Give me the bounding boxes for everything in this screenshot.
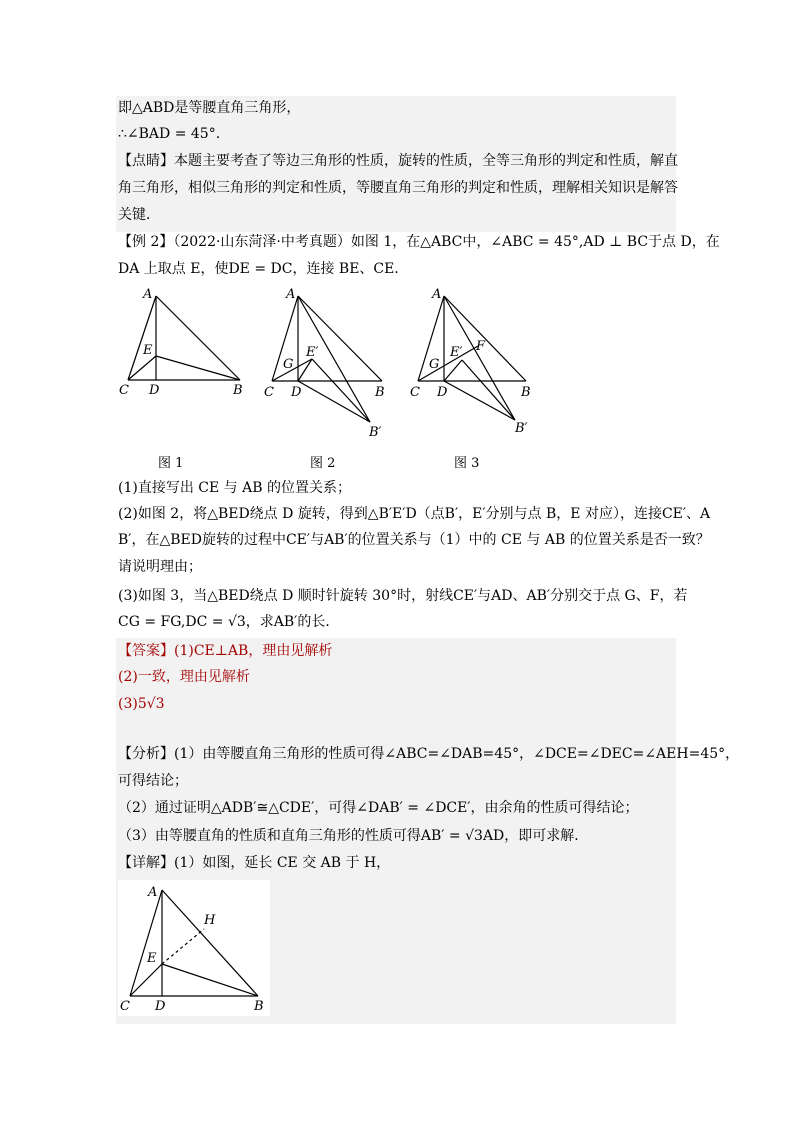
text-line-1: 即△ABD是等腰直角三角形， (118, 100, 301, 116)
text-line-11: 请说明理由； (118, 559, 202, 575)
figure-3 (402, 284, 542, 444)
analysis-line-2: 可得结论； (118, 773, 188, 789)
fig3-label-E: E′ (450, 345, 463, 360)
text-line-7: DA 上取点 E，使DE = DC，连接 BE、CE． (118, 261, 409, 277)
fig4-label-E: E (147, 951, 157, 966)
text-line-3: 【点睛】本题主要考查了等边三角形的性质，旋转的性质，全等三角形的判定和性质，解直 (118, 153, 678, 169)
fig4-label-H: H (204, 913, 216, 928)
fig3-label-C: C (410, 385, 420, 400)
text-line-6: 【例 2】（2022·山东菏泽·中考真题）如图 1，在△ABC中，∠ABC = 45°,AD ⊥ BC于点 D，在 (118, 234, 720, 250)
fig4-label-A: A (148, 885, 158, 900)
fig2-label-Bp: B′ (369, 425, 382, 440)
detail-line-1: 【详解】(1）如图，延长 CE 交 AB 于 H， (118, 855, 391, 871)
fig2-label-E: E′ (306, 345, 319, 360)
fig2-label-C: C (264, 385, 274, 400)
fig1-label-E: E (143, 343, 153, 358)
fig3-label-Bp: B′ (515, 421, 528, 436)
fig2-label-B: B (375, 385, 385, 400)
caption-fig-3: 图 3 (454, 456, 480, 471)
fig3-label-D: D (437, 385, 448, 400)
text-line-4: 角三角形，相似三角形的判定和性质，等腰直角三角形的判定和性质，理解相关知识是解答 (118, 180, 678, 196)
answer-line-2: (2)一致，理由见解析 (118, 669, 250, 685)
fig1-label-A: A (143, 287, 153, 302)
fig2-label-D: D (291, 385, 302, 400)
fig4-label-B: B (254, 999, 264, 1014)
text-line-5: 关键． (118, 207, 160, 223)
text-line-8: (1)直接写出 CE 与 AB 的位置关系； (118, 480, 351, 496)
fig3-label-G: G (429, 357, 440, 372)
analysis-line-4: （3）由等腰直角的性质和直角三角形的性质可得AB′ = √3AD，即可求解． (118, 828, 589, 844)
fig4-label-C: C (120, 999, 130, 1014)
analysis-line-3: （2）通过证明△ADB′≅△CDE′，可得∠DAB′ = ∠DCE′，由余角的性质可得结论； (118, 800, 639, 816)
fig3-label-B: B (521, 385, 531, 400)
fig3-label-A: A (432, 287, 442, 302)
text-line-10: B′，在△BED旋转的过程中CE′与AB′的位置关系与（1）中的 CE 与 AB 的位置关系是否一致？ (118, 532, 710, 548)
fig1-label-D: D (149, 383, 160, 398)
fig2-label-G: G (283, 357, 294, 372)
text-line-2: ∴∠BAD = 45°. (118, 126, 221, 142)
answer-line-1: 【答案】(1)CE⊥AB，理由见解析 (118, 643, 333, 659)
answer-line-3: (3)5√3 (118, 696, 165, 712)
caption-fig-1: 图 1 (158, 456, 184, 471)
fig1-label-B: B (233, 383, 243, 398)
text-line-12: (3)如图 3，当△BED绕点 D 顺时针旋转 30°时，射线CE′与AD、AB′分别交于点 G、F，若 (118, 588, 688, 604)
fig2-label-A: A (286, 287, 296, 302)
caption-fig-2: 图 2 (310, 456, 336, 471)
text-line-13: CG = FG,DC = √3，求AB′的长． (118, 614, 340, 630)
text-line-9: (2)如图 2，将△BED绕点 D 旋转，得到△B′E′D（点B′，E′分别与点 B，E 对应），连接CE′、A (118, 506, 711, 522)
fig4-label-D: D (155, 999, 166, 1014)
analysis-line-1: 【分析】(1）由等腰直角三角形的性质可得∠ABC=∠DAB=45°，∠DCE=∠DEC=∠AEH=45°， (118, 746, 740, 762)
figure-2 (256, 284, 396, 444)
figure-4 (118, 880, 270, 1016)
fig3-label-F: F (476, 339, 486, 354)
fig1-label-C: C (119, 383, 129, 398)
figure-1 (116, 284, 256, 400)
